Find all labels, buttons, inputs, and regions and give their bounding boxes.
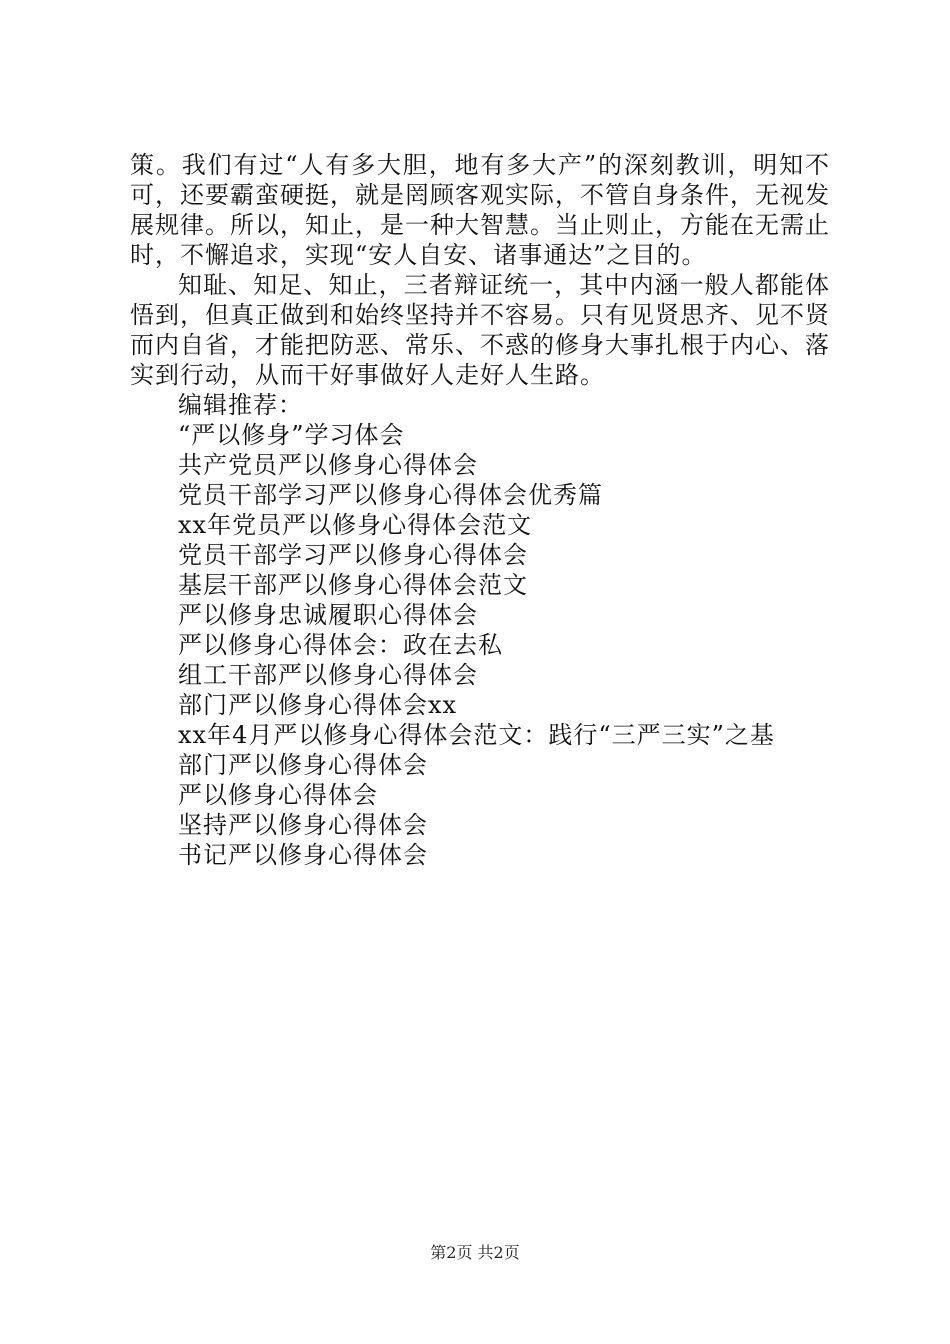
page-number-footer: 第2页 共2页	[430, 1243, 520, 1262]
paragraph: 策。我们有过“人有多大胆，地有多大产”的深刻教训，明知不可，还要霸蛮硬挺，就是罔顾客观实际，不管自身条件，无视发展规律。所以，知止，是一种大智慧。当止则止，方能在无需止时，不懈追求，实现“安人自安、诸事通达”之目的。	[130, 151, 830, 269]
recommend-link[interactable]: “严以修身”学习体会	[178, 421, 405, 449]
recommend-link[interactable]: xx年4月严以修身心得体会范文：践行“三严三实”之基	[178, 721, 775, 749]
recommend-link[interactable]: 坚持严以修身心得体会	[178, 811, 428, 839]
recommend-link[interactable]: 严以修身心得体会：政在去私	[178, 631, 503, 659]
recommend-link[interactable]: 党员干部学习严以修身心得体会优秀篇	[178, 481, 603, 509]
recommend-link[interactable]: 严以修身忠诚履职心得体会	[178, 601, 478, 629]
document-body	[130, 150, 830, 870]
recommend-link[interactable]: 基层干部严以修身心得体会范文	[178, 571, 528, 599]
recommend-link[interactable]: 书记严以修身心得体会	[178, 841, 428, 869]
recommend-heading: 编辑推荐：	[178, 391, 303, 419]
recommend-link[interactable]: 部门严以修身心得体会xx	[178, 691, 458, 719]
recommend-link[interactable]: 共产党员严以修身心得体会	[178, 451, 478, 479]
recommend-list	[130, 420, 830, 870]
paragraph: 知耻、知足、知止，三者辩证统一，其中内涵一般人都能体悟到，但真正做到和始终坚持并不容易。只有见贤思齐、见不贤而内自省，才能把防恶、常乐、不惑的修身大事扎根于内心、落实到行动，从而干好事做好人走好人生路。	[130, 271, 830, 389]
recommend-link[interactable]: 部门严以修身心得体会	[178, 751, 428, 779]
recommend-link[interactable]: xx年党员严以修身心得体会范文	[178, 511, 533, 539]
recommend-link[interactable]: 党员干部学习严以修身心得体会	[178, 541, 528, 569]
recommend-link[interactable]: 组工干部严以修身心得体会	[178, 661, 478, 689]
recommend-link[interactable]: 严以修身心得体会	[178, 781, 378, 809]
